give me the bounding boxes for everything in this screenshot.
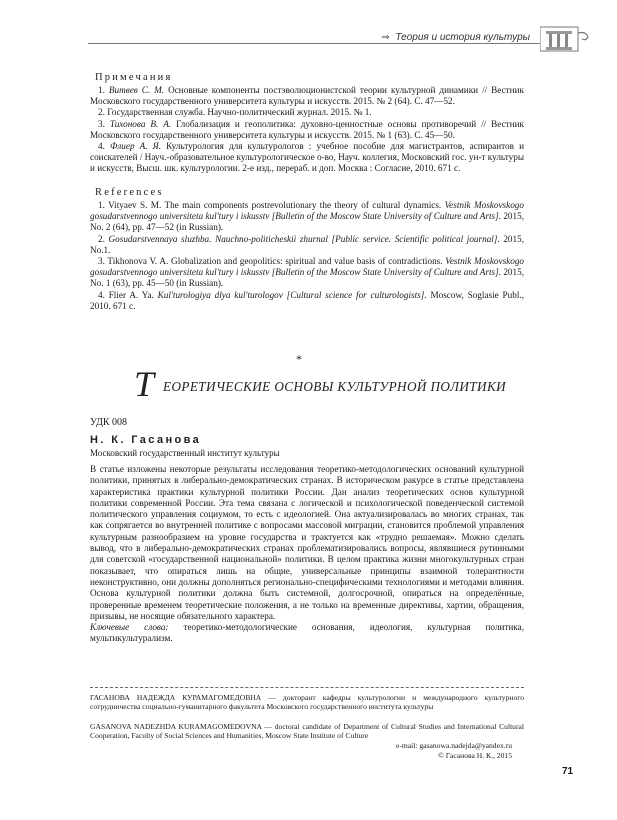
running-header-title: Теория и история культуры: [395, 32, 530, 43]
title-initial: Т: [134, 364, 155, 404]
footnote-separator: [90, 687, 524, 688]
udk-code: УДК 008: [90, 417, 128, 428]
author-name: Н. К. Гасанова: [90, 434, 202, 446]
author-affiliation: Московский государственный институт культуры: [90, 448, 280, 458]
note-item: 2. Государственная служба. Научно-политический журнал. 2015. № 1.: [98, 107, 372, 118]
author-note-en: GASANOVA NADEZHDA KURAMAGOMEDOVNA — doctoral candidate of Department of Cultural Studies and International Cultural Cooperation, Faculty of Social Sciences and Humanities, Moscow State Institute of Culture: [90, 722, 524, 741]
reference-item: 3. Tikhonova V. A. Globalization and geopolitics: spiritual and value basis of contradictions. Vestnik Moskovskogo gosudarstvennogo universiteta kul'tury i iskusstv [Bulletin of the Moscow State University of Culture and Arts]. 2015, No. 1 (63), pp. 45—50 (in Russian).: [90, 256, 525, 289]
article-title: ЕОРЕТИЧЕСКИЕ ОСНОВЫ КУЛЬТУРНОЙ ПОЛИТИКИ: [163, 379, 507, 394]
author-note-ru: ГАСАНОВА НАДЕЖДА КУРАМАГОМЕДОВНА — докторант кафедры культурологии и международного культурного сотрудничества социально-гуманитарного факультета Московского государственного института культуры: [90, 693, 524, 712]
running-header: [300, 32, 530, 43]
references-list: [90, 200, 524, 312]
header-rule: [88, 43, 540, 44]
reference-item: 1. Vityaev S. M. The main components postrevolutionary the theory of cultural dynamics. Vestnik Moskovskogo gosudarstvennogo universiteta kul'tury i iskusstv [Bulletin of the Moscow State University of Culture and Arts]. 2015, No. 2 (64), pp. 47—52 (in Russian).: [90, 200, 524, 233]
keywords-text: теоретико-методологические основания, идеология, культурная политика, мультикультурализм.: [90, 622, 525, 644]
notes-heading: Примечания: [95, 72, 173, 83]
note-item: 1. Витвев С. М. Основные компоненты постэволюционистской теории культурной динамики // Вестник Московского государственного университета культуры и искусств. 2015. № 2 (64). С. 47—52.: [90, 85, 524, 107]
note-item: 4. Флиер А. Я. Культурология для культурологов : учебное пособие для магистрантов, аспирантов и соискателей / Науч.-образовательное культурологическое о-во, Науч. коллегия, Московский гос. ун-т культуры и искусств, Высш. шк. культурологии. 2-е изд., перераб. и доп. Москва : Согласие, 2010. 671 с.: [90, 141, 525, 174]
references-heading: References: [95, 187, 164, 198]
column-logo-icon: [540, 25, 590, 53]
page-number: 71: [562, 766, 574, 777]
keywords-label: Ключевые слова:: [90, 622, 169, 633]
note-item: 3. Тихонова В. А. Глобализация и геополитика: духовно-ценностные основы противоречий // Вестник Московского государственного университета культуры и искусств. 2015. № 1 (63). С. 45—50.: [90, 118, 524, 140]
keywords: [90, 622, 524, 645]
section-divider-star: *: [296, 352, 302, 366]
reference-item: 4. Flier A. Ya. Kul'turologiya dlya kul'turologov [Cultural science for culturologists]. Moscow, Soglasie Publ., 2010. 671 c.: [90, 289, 524, 311]
author-email: e-mail: gasanowa.nadejda@yandex.ru: [395, 741, 512, 750]
reference-item: 2. Gosudarstvennaya sluzhba. Nauchno-politicheskii zhurnal [Public service. Scientific political journal]. 2015, No.1.: [90, 233, 525, 255]
copyright: © Гасанова Н. К., 2015: [438, 751, 512, 760]
arrow-icon: ⇒: [381, 32, 390, 43]
notes-list: [90, 85, 524, 175]
abstract-text: В статье изложены некоторые результаты исследования теоретико-методологических оснований культурной политики, принятых в либерально-демократических странах. В историческом ракурсе в статье представлена характеристика практики культурной политики России. Дан анализ теоретических основ культурной политики современной России. Эта тема связана с логической и психологической поведенческой системой политического управления социумом, то есть с идеологией. Она актуализировалась во многих странах, так как сопрягается во внутренней политике с вопросами массовой миграции, становится проблемой управления культурным разнообразием на уровне государства и трактуется как «трудно решаемая». Можно сделать вывод, что в либерально-демократических странах проблематизировались вопросы, являвшиеся рутинными для советской «государственной национальной» политики. В целом практика жизни многокультурных стран показывает, что опираться лишь на общие, универсальные принципы взаимной толерантности неконструктивно, они должны дополняться регионально-специфическими технологиями и методами влияния. Основа культурной политики должна быть системной, долгосрочной, опираться на определённые, проверенные временем теоретические положения, а не только на временные директивы, хартии, обращения, призывы, не носящие обязательного характера.: [90, 464, 524, 621]
abstract: [90, 464, 524, 645]
